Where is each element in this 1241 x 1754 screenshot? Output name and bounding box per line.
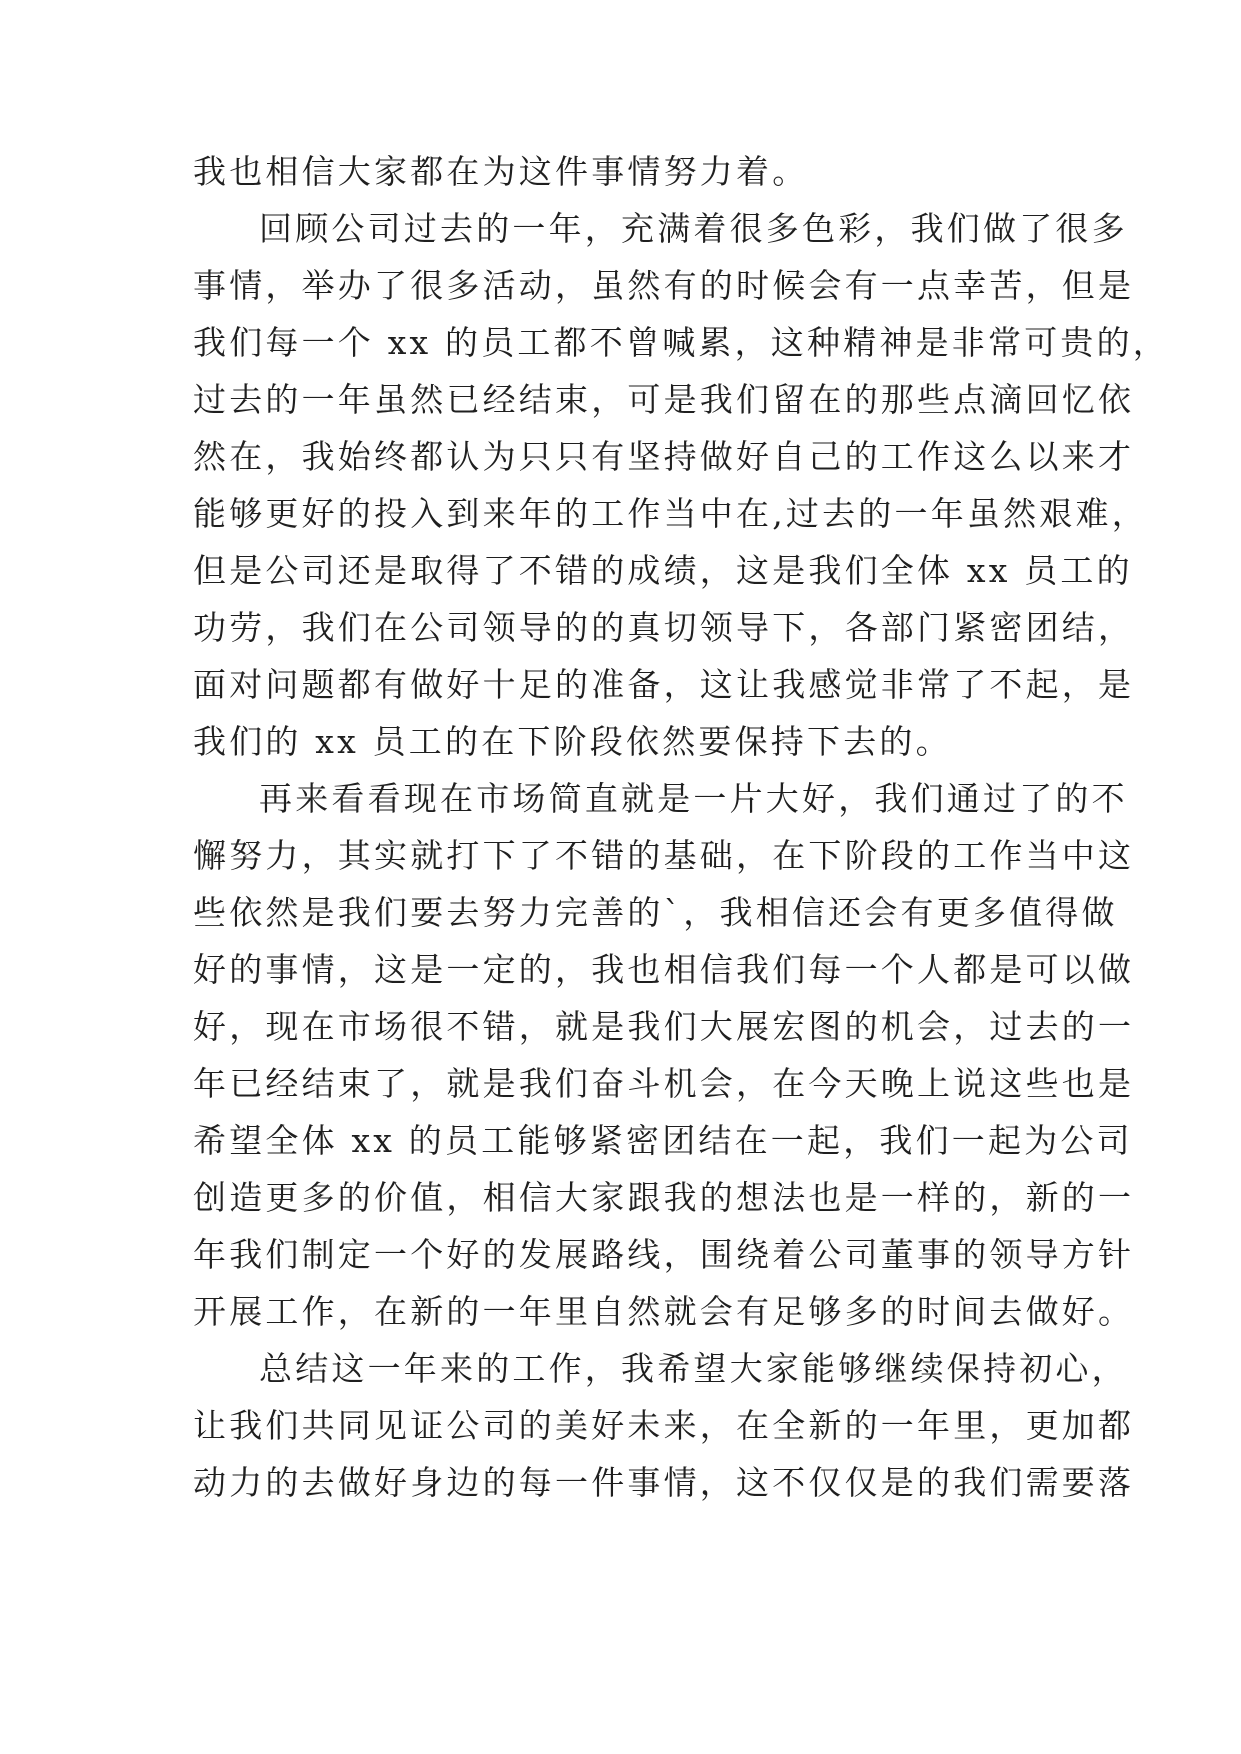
text-line: 好，现在市场很不错，就是我们大展宏图的机会，过去的一 bbox=[193, 1007, 1135, 1046]
text-line: 过去的一年虽然已经结束，可是我们留在的那些点滴回忆依 bbox=[193, 380, 1135, 419]
text-line: 希望全体 xx 的员工能够紧密团结在一起，我们一起为公司 bbox=[193, 1121, 1133, 1160]
text-line: 我们每一个 xx 的员工都不曾喊累，这种精神是非常可贵的， bbox=[193, 323, 1170, 362]
text-line: 创造更多的价值，相信大家跟我的想法也是一样的，新的一 bbox=[193, 1178, 1135, 1217]
text-line: 开展工作，在新的一年里自然就会有足够多的时间去做好。 bbox=[193, 1292, 1135, 1331]
text-line: 年已经结束了，就是我们奋斗机会，在今天晚上说这些也是 bbox=[193, 1064, 1135, 1103]
text-line: 我也相信大家都在为这件事情努力着。 bbox=[193, 152, 809, 191]
text-line: 面对问题都有做好十足的准备，这让我感觉非常了不起，是 bbox=[193, 665, 1135, 704]
text-line: 功劳，我们在公司领导的的真切领导下，各部门紧密团结， bbox=[193, 608, 1135, 647]
text-line: 能够更好的投入到来年的工作当中在,过去的一年虽然艰难， bbox=[193, 494, 1148, 533]
paragraph-first-line: 回顾公司过去的一年，充满着很多色彩，我们做了很多 bbox=[259, 209, 1128, 248]
text-line: 然在，我始终都认为只只有坚持做好自己的工作这么以来才 bbox=[193, 437, 1135, 476]
text-line: 但是公司还是取得了不错的成绩，这是我们全体 xx 员工的 bbox=[193, 551, 1133, 590]
paragraph-first-line: 再来看看现在市场简直就是一片大好，我们通过了的不 bbox=[259, 779, 1128, 818]
text-line: 事情，举办了很多活动，虽然有的时候会有一点幸苦，但是 bbox=[193, 266, 1135, 305]
text-line: 我们的 xx 员工的在下阶段依然要保持下去的。 bbox=[193, 722, 952, 761]
text-line: 好的事情，这是一定的，我也相信我们每一个人都是可以做 bbox=[193, 950, 1135, 989]
text-line: 动力的去做好身边的每一件事情，这不仅仅是的我们需要落 bbox=[193, 1463, 1135, 1502]
text-line: 懈努力，其实就打下了不错的基础，在下阶段的工作当中这 bbox=[193, 836, 1135, 875]
text-line: 些依然是我们要去努力完善的`，我相信还会有更多值得做 bbox=[193, 893, 1118, 932]
text-line: 年我们制定一个好的发展路线，围绕着公司董事的领导方针 bbox=[193, 1235, 1135, 1274]
paragraph-first-line: 总结这一年来的工作，我希望大家能够继续保持初心， bbox=[259, 1349, 1128, 1388]
text-line: 让我们共同见证公司的美好未来，在全新的一年里，更加都 bbox=[193, 1406, 1135, 1445]
